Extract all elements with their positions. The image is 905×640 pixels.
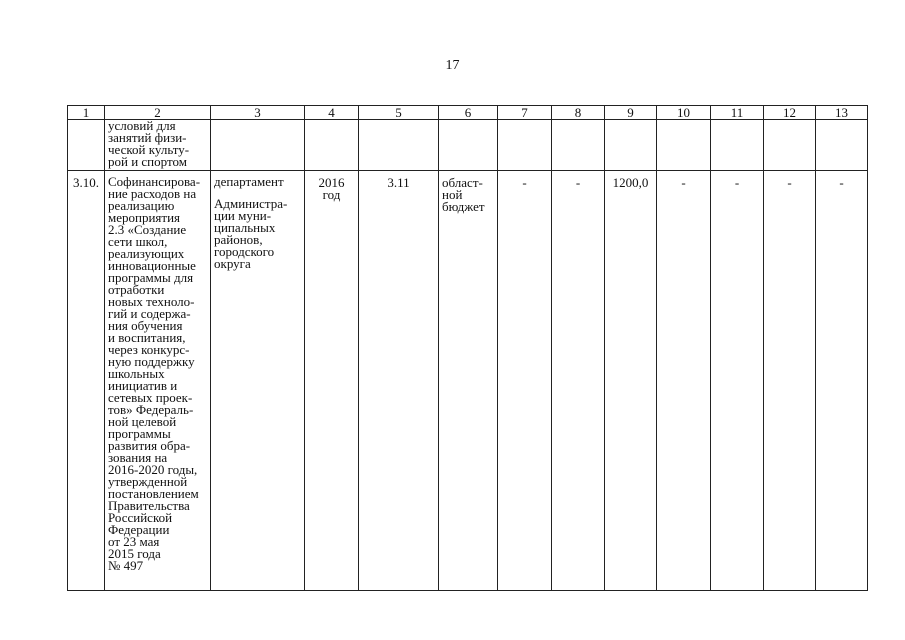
column-number: 8 (552, 106, 605, 120)
table-cell: 3.11 (359, 171, 439, 591)
table-cell-executor (211, 171, 305, 591)
column-number: 1 (68, 106, 105, 120)
column-number-row (68, 106, 868, 120)
table-row (68, 171, 868, 591)
column-number: 2 (105, 106, 211, 120)
column-number: 6 (439, 106, 498, 120)
table-cell (552, 120, 605, 171)
table-cell (498, 120, 552, 171)
page-number: 17 (445, 58, 460, 73)
column-number: 7 (498, 106, 552, 120)
column-number: 9 (605, 106, 657, 120)
table-cell-year: 2016 год (305, 171, 359, 591)
table-cell-description: Софинансирова- ние расходов на реализацию мероприятия 2.3 «Создание сети школ, реализующих инновационные программы для отработки новых техноло- гий и содержа- ния обучения и воспитания, через конкурс- ную поддержку школьных инициатив и сетевых проек- тов» Федераль- ной целевой программы развития обра- зования на 2016-2020 годы, утвержденной постановлением Правительства Российской Федерации от 23 мая 2015 года № 497 (105, 171, 211, 591)
column-number: 5 (359, 106, 439, 120)
table-cell-source: област- ной бюджет (439, 171, 498, 591)
table-cell-description: условий для занятий физи- ческой культу- рой и спортом (105, 120, 211, 171)
column-number: 10 (657, 106, 711, 120)
table-row (68, 120, 868, 171)
column-number: 12 (764, 106, 816, 120)
table-cell (305, 120, 359, 171)
budget-table (67, 105, 868, 591)
column-number: 4 (305, 106, 359, 120)
table-cell: - (657, 171, 711, 591)
column-number: 11 (711, 106, 764, 120)
table-cell: - (498, 171, 552, 591)
row-number: 3.10. (68, 171, 105, 591)
column-number: 3 (211, 106, 305, 120)
executor-administration: Администра- ции муни- ципальных районов, городского округа (214, 196, 288, 271)
table-cell: - (816, 171, 868, 591)
table-cell-amount: 1200,0 (605, 171, 657, 591)
table-cell (764, 120, 816, 171)
column-number: 13 (816, 106, 868, 120)
table-cell: - (711, 171, 764, 591)
table-cell (211, 120, 305, 171)
executor-department: департамент (214, 174, 284, 189)
table-cell: - (552, 171, 605, 591)
table-cell: - (764, 171, 816, 591)
table-cell (68, 120, 105, 171)
table-cell (711, 120, 764, 171)
table-cell (657, 120, 711, 171)
table-cell (359, 120, 439, 171)
table-cell (439, 120, 498, 171)
table-cell (816, 120, 868, 171)
table-cell (605, 120, 657, 171)
